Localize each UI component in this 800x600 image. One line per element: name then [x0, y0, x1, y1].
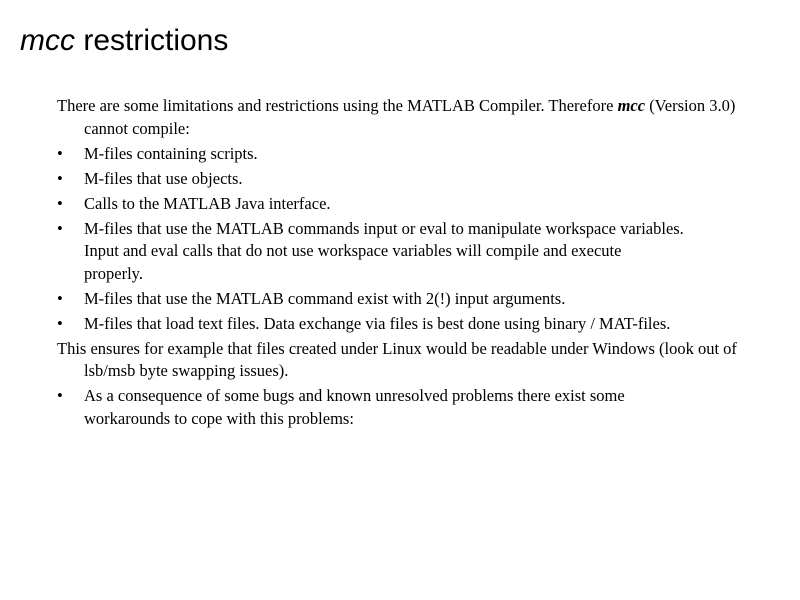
list-item-text: M-files containing scripts.: [84, 143, 258, 163]
intro-text-end: (Version 3.0) cannot compile:: [84, 96, 736, 138]
bullet-icon: •: [57, 168, 63, 188]
note-paragraph: This ensures for example that files created under Linux would be readable under Windows (look out of lsb/msb byte swapping issues).: [57, 338, 737, 380]
list-item: [57, 168, 777, 191]
list-item: [57, 313, 777, 336]
bullet-icon: •: [57, 313, 63, 333]
slide-title: [20, 24, 228, 58]
title-rest: restrictions: [75, 24, 229, 57]
intro-text: There are some limitations and restrictions using the MATLAB Compiler. Therefore: [57, 96, 618, 115]
list-item-text: Calls to the MATLAB Java interface.: [84, 193, 331, 213]
intro-paragraph: [57, 95, 777, 140]
list-item: [57, 193, 777, 216]
list-item-text: M-files that load text files. Data exchange via files is best done using binary / MAT-files.: [84, 313, 671, 333]
list-item-text: M-files that use the MATLAB commands input or eval to manipulate workspace variables. Input and eval calls that do not use workspace variables will compile and execute properly.: [84, 218, 684, 283]
slide-body: [57, 95, 777, 433]
list-item: [57, 218, 777, 286]
list-item: [57, 288, 777, 311]
list-item-text: M-files that use objects.: [84, 168, 243, 188]
list-item: [57, 385, 777, 430]
bullet-icon: •: [57, 143, 63, 163]
list-item-text: As a consequence of some bugs and known unresolved problems there exist some workarounds to cope with this problems:: [84, 386, 625, 428]
title-mcc: mcc: [20, 24, 75, 57]
list-item-text: M-files that use the MATLAB command exist with 2(!) input arguments.: [84, 288, 566, 308]
bullet-icon: •: [57, 193, 63, 213]
bullet-icon: •: [57, 288, 63, 308]
intro-mcc: mcc: [617, 96, 646, 115]
bullet-icon: •: [57, 218, 63, 238]
bullet-icon: •: [57, 386, 63, 405]
list-item: [57, 143, 777, 166]
